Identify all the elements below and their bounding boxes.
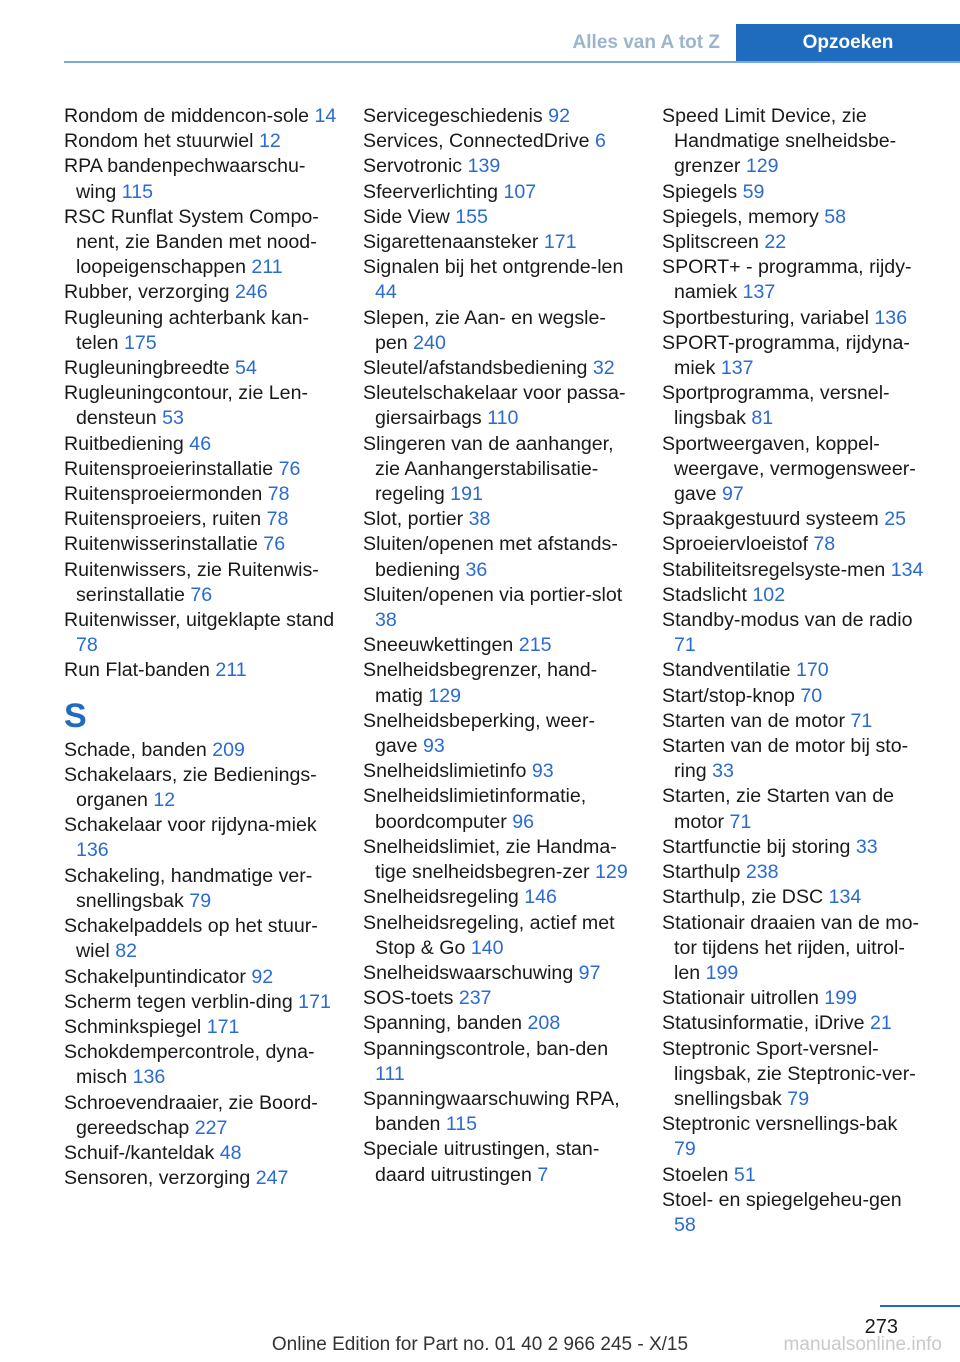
index-entry-text: SPORT+ - programma, rijdy‐namiek [662, 256, 912, 304]
index-entry-text: Sigarettenaansteker [363, 231, 539, 254]
index-page-link[interactable]: 51 [733, 1163, 756, 1186]
index-entry-text: Slingeren van de aanhanger, zie Aanhangerstabilisatie‐regeling [363, 432, 614, 506]
index-page-link[interactable]: 146 [524, 886, 557, 909]
index-entry-text: Rondom de middencon‐sole [64, 105, 310, 127]
index-page-link[interactable]: 38 [375, 609, 397, 632]
index-entry-text: Stoelen [662, 1163, 729, 1186]
index-entry [64, 965, 342, 990]
index-entry [64, 608, 342, 658]
index-entry-text: Ruitenwisserinstallatie [64, 533, 258, 556]
index-entry-text: Start/stop-knop [662, 684, 795, 707]
index-page-link[interactable]: 59 [742, 180, 765, 203]
index-entry-text: Starthulp, zie DSC [662, 886, 824, 909]
index-page-link[interactable]: 215 [518, 634, 552, 657]
index-page-link[interactable]: 137 [742, 281, 776, 304]
index-page-link[interactable]: 79 [189, 889, 212, 912]
index-entry [363, 583, 635, 633]
index-entry-text: Sportprogramma, versnel‐lingsbak [662, 382, 890, 430]
index-entry [662, 1037, 924, 1113]
index-entry-text: Spanningscontrole, ban‐den [363, 1037, 609, 1060]
index-entry-text: Signalen bij het ontgrende‐len [363, 256, 624, 279]
index-entry-text: Stationair uitrollen [662, 987, 819, 1010]
index-entry [64, 864, 342, 914]
index-entry [662, 835, 924, 860]
index-page-link[interactable]: 71 [674, 634, 696, 657]
index-page-link[interactable]: 199 [705, 961, 739, 984]
index-entry-text: Stoel- en spiegelgeheu‐gen [662, 1188, 902, 1211]
index-entry-text: Sleutelschakelaar voor passa‐giersairbags [363, 382, 626, 430]
index-page-link[interactable]: 79 [674, 1138, 696, 1161]
index-page-link[interactable]: 38 [468, 508, 491, 531]
index-entry-text: Snelheidsregeling, actief met Stop & Go [363, 911, 615, 959]
index-entry [363, 356, 635, 381]
index-page-link[interactable]: 78 [266, 508, 289, 531]
index-entry [64, 813, 342, 863]
index-page-link[interactable]: 191 [450, 483, 483, 506]
index-entry [64, 129, 342, 154]
index-entry [662, 1011, 924, 1036]
index-page-link[interactable]: 129 [745, 155, 779, 178]
index-page-link[interactable]: 171 [298, 990, 331, 1013]
index-entry-text: Startfunctie bij storing [662, 835, 851, 858]
index-page-link[interactable]: 136 [874, 306, 908, 329]
index-entry [64, 532, 342, 557]
index-entry-text: Stationair draaien van de mo‐tor tijdens het rijden, uitrol‐len [662, 911, 920, 984]
index-page-link[interactable]: 140 [470, 936, 504, 959]
watermark: manualsonline.info [783, 1334, 942, 1355]
index-entry-text: Schakelaar voor rijdyna‐miek [64, 814, 317, 837]
index-page-link[interactable]: 44 [375, 281, 397, 304]
index-page-link[interactable]: 58 [824, 205, 847, 228]
index-entry [662, 709, 924, 734]
index-entry-text: Scherm tegen verblin‐ding [64, 990, 293, 1013]
index-entry-text: Snelheidswaarschuwing [363, 961, 574, 984]
index-entry [363, 205, 635, 230]
index-entry [363, 129, 635, 154]
index-entry-text: Snelheidslimietinfo [363, 760, 527, 783]
index-page-link[interactable]: 33 [712, 760, 734, 783]
index-page-link[interactable]: 129 [428, 684, 462, 707]
index-entry-text: Slot, portier [363, 508, 464, 531]
index-entry-text: Sportweergaven, koppel‐weergave, vermogensweer‐gave [662, 432, 916, 506]
index-page-link[interactable]: 12 [258, 130, 281, 153]
index-entry-text: Speed Limit Device, zie Handmatige snelheidsbe‐grenzer [662, 105, 897, 178]
index-entry [363, 154, 635, 179]
index-entry [64, 154, 342, 204]
index-entry [363, 911, 635, 961]
index-entry [363, 104, 635, 129]
index-entry-text: Standby-modus van de radio [662, 609, 913, 632]
index-entry [662, 255, 924, 305]
index-entry [64, 1015, 342, 1040]
index-entry [662, 658, 924, 683]
index-page-link[interactable]: 32 [592, 357, 615, 380]
index-page-link[interactable]: 92 [251, 965, 274, 988]
index-entry [64, 1166, 342, 1191]
index-page-link[interactable]: 21 [870, 1012, 892, 1035]
index-page-link[interactable]: 78 [813, 533, 836, 556]
index-entry [363, 1011, 635, 1036]
index-entry [64, 457, 342, 482]
index-entry [363, 658, 635, 708]
index-page-link[interactable]: 22 [764, 231, 787, 254]
index-page-link[interactable]: 76 [190, 583, 213, 606]
index-page-link[interactable]: 78 [76, 634, 98, 657]
index-entry [64, 738, 342, 763]
index-entry [662, 860, 924, 885]
index-entry [662, 558, 924, 583]
index-entry-text: Sensoren, verzorging [64, 1167, 251, 1190]
index-entry-text: Snelheidsbegrenzer, hand‐matig [363, 659, 598, 707]
index-entry-text: Snelheidsbeperking, weer‐gave [363, 709, 595, 758]
edition-footer: Online Edition for Part no. 01 40 2 966 245 - X/15 [271, 1334, 689, 1355]
index-entry [662, 381, 924, 431]
index-entry-text: RPA bandenpechwaarschu‐wing [64, 155, 306, 203]
index-entry [363, 230, 635, 255]
index-entry [64, 306, 342, 356]
index-page-link[interactable]: 136 [132, 1066, 166, 1089]
index-entry [662, 507, 924, 532]
index-entry-text: Spiegels, memory [662, 205, 819, 228]
index-page-link[interactable]: 115 [445, 1113, 478, 1136]
index-entry [363, 432, 635, 508]
index-entry [363, 1087, 635, 1137]
index-page-link[interactable]: 7 [537, 1163, 549, 1186]
index-entry-text: Spanning, banden [363, 1012, 523, 1035]
index-entry [64, 356, 342, 381]
index-entry [662, 608, 924, 658]
index-page-link[interactable]: 102 [752, 583, 786, 606]
index-entry-text: Schakelpaddels op het stuur‐wiel [64, 915, 318, 963]
index-page-link[interactable]: 36 [465, 558, 488, 581]
header-rule [64, 61, 960, 63]
index-page-link[interactable]: 12 [153, 789, 176, 812]
index-entry [662, 432, 924, 508]
index-entry [363, 1137, 635, 1187]
index-column-2 [363, 104, 635, 1188]
index-entry [64, 763, 342, 813]
index-entry [662, 180, 924, 205]
index-page-link[interactable]: 246 [235, 281, 268, 304]
index-page-link[interactable]: 93 [531, 760, 554, 783]
index-entry-text: Stabiliteitsregelsyste‐men [662, 558, 886, 581]
index-entry-text: Rondom het stuurwiel [64, 130, 254, 153]
index-entry-text: Splitscreen [662, 231, 759, 254]
index-entry [64, 1040, 342, 1090]
index-page-link[interactable]: 155 [455, 205, 488, 228]
index-entry [363, 255, 635, 305]
index-entry-text: Run Flat-banden [64, 659, 210, 682]
index-entry-text: RSC Runflat System Compo‐nent, zie Banden met nood‐loopeigenschappen [64, 205, 319, 279]
index-entry-text: Ruitenwisser, uitgeklapte stand [64, 609, 335, 632]
index-page-link[interactable]: 137 [720, 357, 754, 380]
index-entry-text: Servotronic [363, 155, 463, 178]
index-entry-text: Sluiten/openen met afstands‐bediening [363, 533, 618, 581]
index-entry [662, 885, 924, 910]
index-page-link[interactable]: 71 [850, 709, 873, 732]
index-page-link[interactable]: 134 [890, 558, 924, 581]
index-entry-text: Starten, zie Starten van de motor [662, 785, 894, 833]
index-entry-text: Ruitbediening [64, 432, 184, 455]
index-entry [64, 658, 342, 683]
index-page-link[interactable]: 247 [255, 1167, 289, 1190]
index-page-link[interactable]: 199 [824, 987, 857, 1010]
index-page-link[interactable]: 238 [745, 861, 779, 884]
index-page-link[interactable]: 111 [375, 1062, 405, 1085]
index-entry-text: Starten van de motor bij sto‐ring [662, 735, 909, 783]
index-entry [363, 709, 635, 759]
index-entry [662, 1112, 924, 1162]
index-entry [64, 104, 342, 129]
index-entry [662, 583, 924, 608]
index-page-link[interactable]: 237 [458, 987, 492, 1010]
index-entry [363, 986, 635, 1011]
index-page-link[interactable]: 96 [512, 810, 535, 833]
index-entry [662, 986, 924, 1011]
index-entry-text: Ruitensproeiers, ruiten [64, 508, 262, 531]
index-entry-text: Servicegeschiedenis [363, 105, 543, 127]
index-entry [662, 532, 924, 557]
index-entry [662, 331, 924, 381]
index-entry-text: Services, ConnectedDrive [363, 130, 590, 153]
index-entry-text: Side View [363, 205, 450, 228]
index-entry [662, 205, 924, 230]
index-entry-text: Rugleuningbreedte [64, 357, 230, 380]
index-entry-text: Schakelpuntindicator [64, 965, 246, 988]
index-page-link[interactable]: 79 [787, 1087, 810, 1110]
index-entry [64, 1091, 342, 1141]
index-page-link[interactable]: 6 [594, 130, 606, 153]
index-entry-text: Snelheidsregeling [363, 886, 519, 909]
index-entry-text: Starten van de motor [662, 709, 845, 732]
index-page-link[interactable]: 46 [189, 432, 212, 455]
index-entry-text: Schuif-/kanteldak [64, 1141, 215, 1164]
index-entry-text: Sneeuwkettingen [363, 634, 514, 657]
index-entry-text: Snelheidslimiet, zie Handma‐tige snelheidsbegren‐zer [363, 835, 617, 884]
index-entry-text: Stadslicht [662, 583, 747, 606]
index-entry-text: Schminkspiegel [64, 1015, 202, 1038]
index-entry-text: Rubber, verzorging [64, 281, 230, 304]
index-entry-text: Ruitensproeiermonden [64, 483, 263, 506]
index-page-link[interactable]: 171 [543, 231, 577, 254]
index-entry-text: Sproeiervloeistof [662, 533, 808, 556]
index-page-link[interactable]: 175 [123, 331, 157, 354]
index-page-link[interactable]: 134 [828, 886, 862, 909]
index-entry-text: Sluiten/openen via portier‐slot [363, 583, 623, 606]
index-page-link[interactable]: 92 [548, 105, 570, 127]
index-entry [64, 482, 342, 507]
section-title: Alles van A tot Z [572, 32, 720, 53]
index-entry [64, 205, 342, 281]
index-page-link[interactable]: 33 [855, 835, 878, 858]
index-entry-text: Standventilatie [662, 659, 791, 682]
index-entry-text: Spraakgestuurd systeem [662, 508, 879, 531]
index-page-link[interactable]: 14 [314, 105, 337, 127]
index-entry [64, 558, 342, 608]
index-entry-text: Schade, banden [64, 738, 207, 761]
index-page-link[interactable]: 208 [527, 1012, 561, 1035]
index-entry-text: Schakelaars, zie Bedienings‐organen [64, 763, 317, 812]
index-entry-text: SOS-toets [363, 987, 454, 1010]
index-page-link[interactable]: 136 [76, 839, 109, 862]
index-column-1 [64, 104, 342, 1191]
index-page-link[interactable]: 97 [578, 961, 601, 984]
index-entry [64, 381, 342, 431]
index-page-link[interactable]: 78 [267, 483, 290, 506]
index-entry-text: Spiegels [662, 180, 738, 203]
index-page-link[interactable]: 76 [263, 533, 286, 556]
index-entry-text: Snelheidslimietinformatie, boordcomputer [363, 785, 587, 833]
index-page-link[interactable]: 82 [115, 940, 138, 963]
section-tab[interactable]: Opzoeken [736, 24, 960, 61]
index-page-link[interactable]: 139 [467, 155, 501, 178]
index-page-link[interactable]: 115 [121, 180, 154, 203]
index-entry-text: Statusinformatie, iDrive [662, 1012, 865, 1035]
index-entry-text: Rugleuning achterbank kan‐telen [64, 306, 310, 354]
index-entry [64, 914, 342, 964]
index-page-link[interactable]: 227 [194, 1116, 228, 1139]
index-page-link[interactable]: 107 [503, 180, 537, 203]
index-entry-text: Slepen, zie Aan- en wegsle‐pen [363, 306, 606, 354]
index-entry [662, 784, 924, 834]
index-entry [662, 911, 924, 987]
index-entry [363, 532, 635, 582]
index-page-link[interactable]: 93 [422, 735, 445, 758]
index-entry [662, 1163, 924, 1188]
index-page-link[interactable]: 71 [729, 810, 752, 833]
index-entry-text: Schakeling, handmatige ver‐snellingsbak [64, 864, 313, 912]
index-entry [363, 759, 635, 784]
index-entry [363, 306, 635, 356]
index-entry [363, 381, 635, 431]
index-entry [64, 507, 342, 532]
index-letter-heading: S [64, 696, 87, 735]
index-entry [662, 1188, 924, 1238]
index-page-link[interactable]: 110 [487, 407, 519, 430]
index-entry [363, 507, 635, 532]
index-entry-text: Sportbesturing, variabel [662, 306, 869, 329]
index-page-link[interactable]: 48 [219, 1141, 242, 1164]
index-entry-text: Ruitensproeierinstallatie [64, 457, 274, 480]
index-entry [662, 306, 924, 331]
index-entry [363, 633, 635, 658]
index-entry [662, 684, 924, 709]
page-number: 273 [864, 1316, 898, 1338]
index-page-link[interactable]: 171 [206, 1015, 240, 1038]
index-page-link[interactable]: 70 [800, 684, 823, 707]
index-entry [662, 104, 924, 180]
index-entry [363, 885, 635, 910]
index-page-link[interactable]: 76 [278, 457, 301, 480]
index-page-link[interactable]: 25 [884, 508, 906, 531]
index-entry [363, 1037, 635, 1087]
index-entry [363, 835, 635, 885]
index-entry [363, 784, 635, 834]
index-entry-text: SPORT-programma, rijdyna‐miek [662, 331, 910, 380]
index-page-link[interactable]: 211 [251, 256, 283, 279]
index-entry [64, 432, 342, 457]
index-page-link[interactable]: 53 [162, 407, 184, 430]
index-page-link[interactable]: 209 [212, 738, 245, 761]
index-entry-text: Sfeerverlichting [363, 180, 499, 203]
index-entry-text: Speciale uitrustingen, stan‐daard uitrustingen [363, 1138, 600, 1186]
index-entry [64, 1141, 342, 1166]
index-entry [64, 280, 342, 305]
index-page-link[interactable]: 81 [751, 407, 774, 430]
index-entry-text: Spanningwaarschuwing RPA, banden [363, 1087, 620, 1136]
index-column-3 [662, 104, 924, 1238]
index-entry [363, 961, 635, 986]
index-page-link[interactable]: 54 [235, 357, 257, 380]
index-entry [662, 230, 924, 255]
index-page-link[interactable]: 170 [796, 659, 829, 682]
index-entry-text: Ruitenwissers, zie Ruitenwis‐serinstallatie [64, 558, 319, 606]
index-page-link[interactable]: 211 [215, 659, 247, 682]
index-page-link[interactable]: 240 [413, 331, 446, 354]
index-entry [363, 180, 635, 205]
index-entry-text: Rugleuningcontour, zie Len‐densteun [64, 382, 309, 430]
index-entry-text: Steptronic versnellings‐bak [662, 1113, 898, 1136]
index-page-link[interactable]: 58 [674, 1213, 696, 1236]
index-entry-text: Schokdempercontrole, dyna‐misch [64, 1041, 315, 1089]
index-page-link[interactable]: 97 [721, 483, 744, 506]
index-page-link[interactable]: 129 [595, 861, 628, 884]
index-entry-text: Sleutel/afstandsbediening [363, 357, 588, 380]
index-entry [662, 734, 924, 784]
index-entry-text: Steptronic Sport-versnel‐lingsbak, zie Steptronic-ver‐snellingsbak [662, 1037, 916, 1110]
footer-rule [880, 1305, 960, 1307]
index-entry [64, 990, 342, 1015]
index-entry-text: Schroevendraaier, zie Boord‐gereedschap [64, 1091, 318, 1139]
index-entry-text: Starthulp [662, 861, 741, 884]
